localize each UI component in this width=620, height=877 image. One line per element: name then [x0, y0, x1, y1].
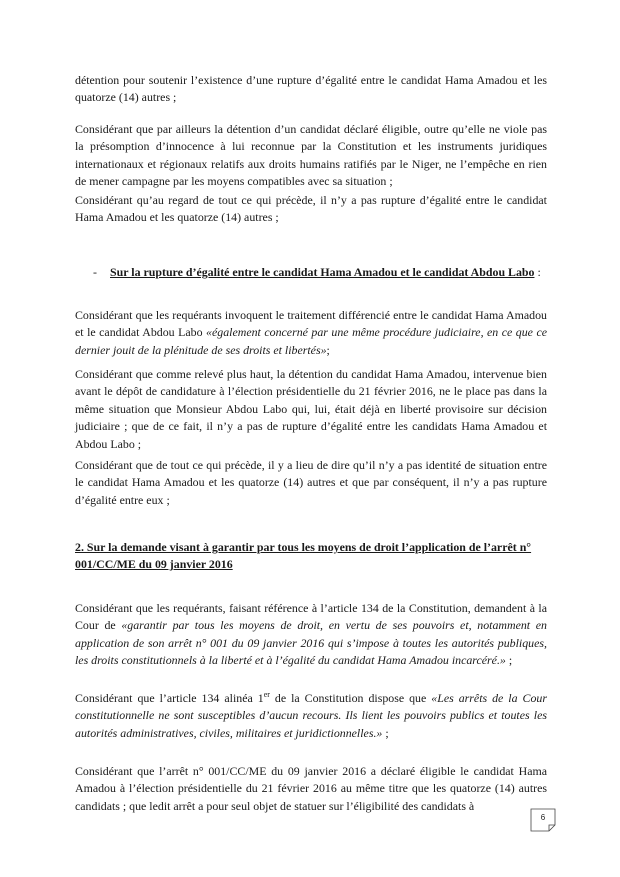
paragraph-5: Considérant que comme relevé plus haut, la détention du candidat Hama Amadou, intervenue bien avant le dépôt de candidature à l’élection présidentielle du 21 février 2016, ne le place pas dans la même situation que Monsieur Abdou Labo qui, lui, était déjà en liberté provisoire sur décision judiciaire ; que de ce fait, il n’y a pas de rupture d’égalité entre les candidats Hama Amadou et Abdou Labo ;	[75, 367, 547, 451]
paragraph-4	[75, 307, 547, 359]
heading-1-suffix: :	[534, 265, 541, 279]
heading-2: 2. Sur la demande visant à garantir par tous les moyens de droit l’application de l’arrêt n° 001/CC/ME du 09 janvier 2016	[75, 540, 532, 572]
paragraph-9: Considérant que l’arrêt n° 001/CC/ME du 09 janvier 2016 a déclaré éligible le candidat Hama Amadou à l’élection présidentielle du 21 février 2016 au même titre que les quatorze (14) autres candidats ; que ledit arrêt a pour seul objet de statuer sur l’éligibilité des candidats à	[75, 764, 547, 813]
paragraph-3: Considérant qu’au regard de tout ce qui précède, il n’y a pas rupture d’égalité entre le candidat Hama Amadou et les quatorze (14) autres ;	[75, 193, 547, 225]
paragraph-7-text: Considérant que les requérants, faisant référence à l’article 134 de la Constitution, demandent à la Cour de	[75, 601, 547, 633]
page-number: 6	[540, 813, 546, 822]
heading-1-title: Sur la rupture d’égalité entre le candidat Hama Amadou et le candidat Abdou Labo	[110, 265, 535, 279]
paragraph-7	[75, 600, 547, 670]
paragraph-8-end: ;	[382, 725, 389, 740]
paragraph-7-end: ;	[505, 653, 513, 668]
paragraph-4-text: Considérant que les requérants invoquent le traitement différencié entre le candidat Hama Amadou et le candidat Abdou Labo	[75, 308, 547, 340]
paragraph-8-superscript: er	[263, 690, 270, 700]
paragraph-1: détention pour soutenir l’existence d’une rupture d’égalité entre le candidat Hama Amadou et les quatorze (14) autres ;	[75, 73, 547, 105]
paragraph-8-text-2: de la Constitution dispose que	[269, 691, 432, 705]
paragraph-2: Considérant que par ailleurs la détention d’un candidat déclaré éligible, outre qu’elle ne viole pas la présomption d’innocence à lui reconnue par la Constitution et les instruments juridiques internationaux et régionaux relatifs aux droits humains ratifiés par le Niger, ne l’empêche en rien de mener campagne par les moyens compatibles avec sa situation ;	[75, 122, 547, 189]
page-number-box	[530, 808, 560, 832]
heading-1-dash: -	[93, 265, 97, 279]
paragraph-8	[75, 690, 547, 742]
paragraph-4-end: ;	[326, 342, 330, 357]
paragraph-6: Considérant que de tout ce qui précède, il y a lieu de dire qu’il n’y a pas identité de situation entre le candidat Hama Amadou et les quatorze (14) autres et que par conséquent, il n’y a pas rupture d’égalité entre eux ;	[75, 458, 547, 507]
heading-1	[110, 264, 547, 281]
paragraph-8-text-1: Considérant que l’article 134 alinéa 1	[75, 691, 264, 705]
paragraph-7-quote: «garantir par tous les moyens de droit, en vertu de ses pouvoirs et, notamment en application de son arrêt n° 001 du 09 janvier 2016 qui s’impose à toutes les autorités publiques, les droits constitutionnels à la liberté et à l’égalité du candidat Hama Amadou incarcéré.»	[75, 618, 548, 668]
paragraph-4-quote: «également concerné par une même procédure judiciaire, en ce que ce dernier jouit de la plénitude de ses droits et libertés»	[75, 325, 547, 357]
paragraph-8-quote: «Les arrêts de la Cour constitutionnelle ne sont susceptibles d’aucun recours. Ils lient les pouvoirs publics et toutes les autorités administratives, civiles, militaires et juridictionnelles.»	[75, 691, 547, 740]
